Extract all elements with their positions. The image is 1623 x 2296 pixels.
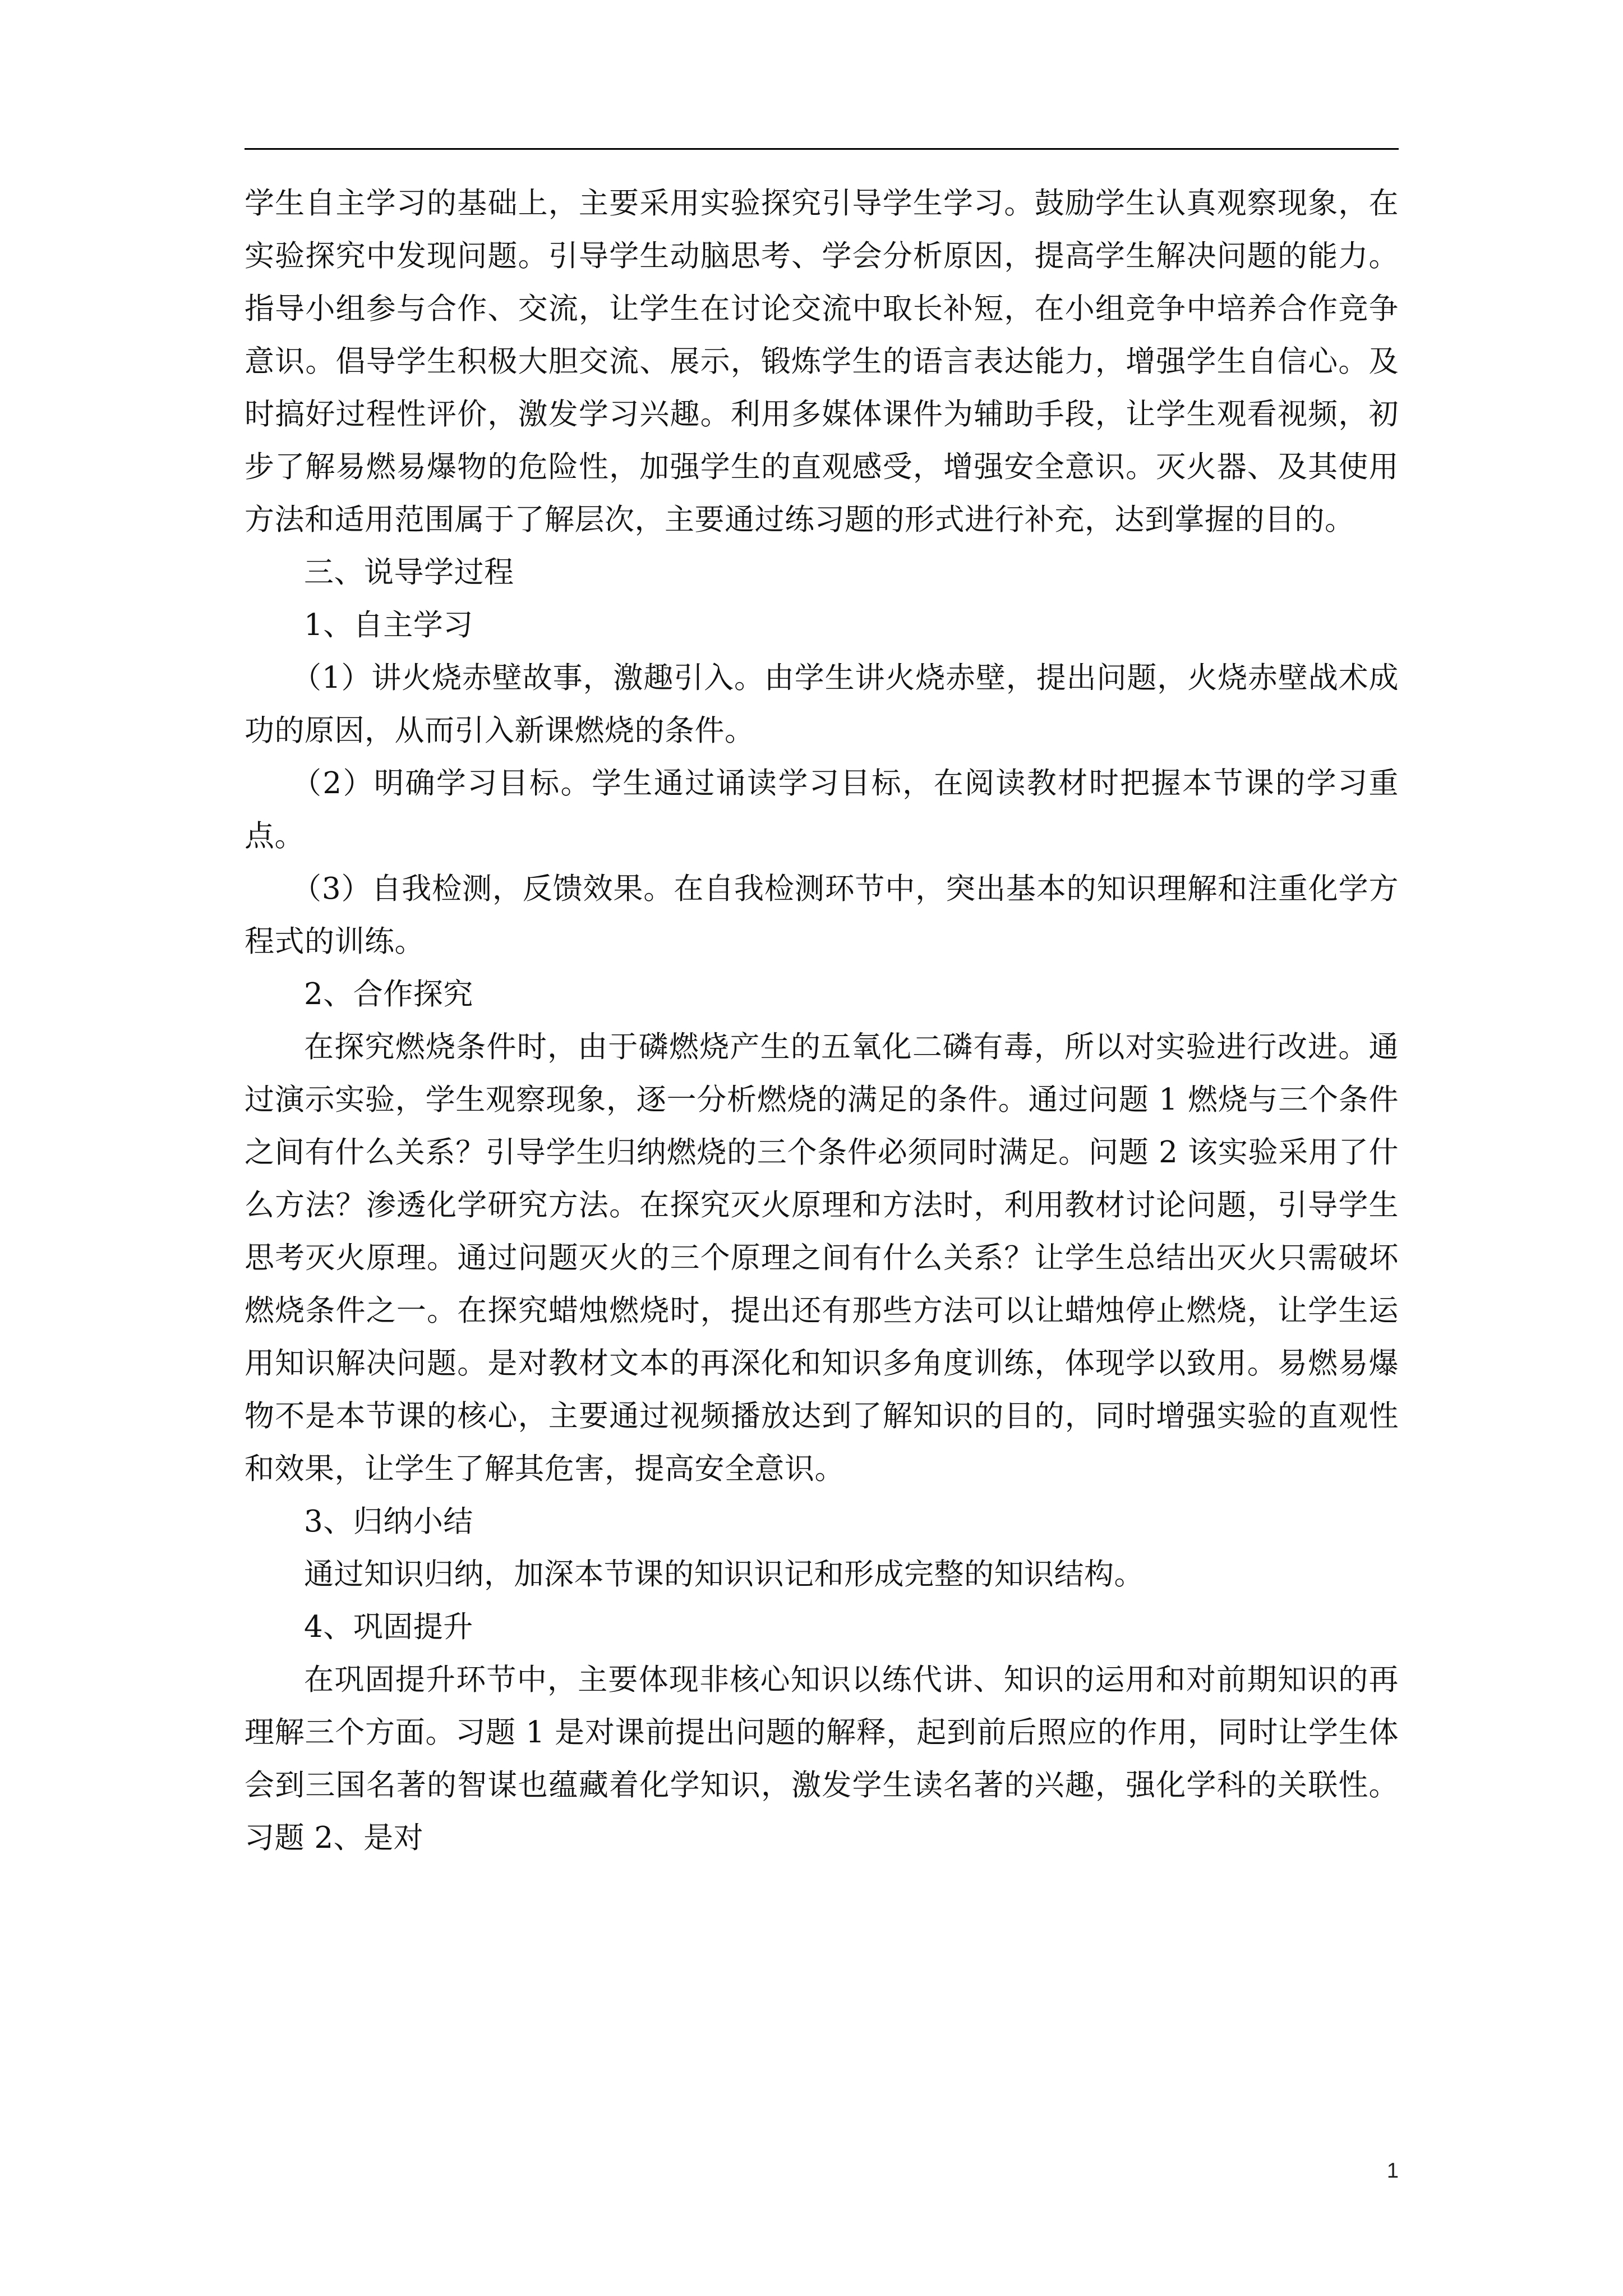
subsection-heading: 2、合作探究 bbox=[304, 977, 473, 1011]
paragraph: 在巩固提升环节中，主要体现非核心知识以练代讲、知识的运用和对前期知识的再理解三个方面。习题 1 是对课前提出问题的解释，起到前后照应的作用，同时让学生体会到三国名著的智谋也蕴藏着化学知识，激发学生读名著的兴趣，强化学科的关联性。习题 2、是对 bbox=[245, 1663, 1399, 1855]
page-number: 1 bbox=[1386, 2159, 1399, 2183]
subsection-heading: 3、归纳小结 bbox=[304, 1504, 473, 1539]
paragraph-continuation: 学生自主学习的基础上，主要采用实验探究引导学生学习。鼓励学生认真观察现象，在实验探究中发现问题。引导学生动脑思考、学会分析原因，提高学生解决问题的能力。指导小组参与合作、交流，让学生在讨论交流中取长补短，在小组竞争中培养合作竞争意识。倡导学生积极大胆交流、展示，锻炼学生的语言表达能力，增强学生自信心。及时搞好过程性评价，激发学习兴趣。利用多媒体课件为辅助手段，让学生观看视频，初步了解易燃易爆物的危险性，加强学生的直观感受，增强安全意识。灭火器、及其使用方法和适用范围属于了解层次，主要通过练习题的形式进行补充，达到掌握的目的。 bbox=[245, 186, 1399, 537]
paragraph: 在探究燃烧条件时，由于磷燃烧产生的五氧化二磷有毒，所以对实验进行改进。通过演示实验，学生观察现象，逐一分析燃烧的满足的条件。通过问题 1 燃烧与三个条件之间有什么关系？引导学生归纳燃烧的三个条件必须同时满足。问题 2 该实验采用了什么方法？渗透化学研究方法。在探究灭火原理和方法时，利用教材讨论问题，引导学生思考灭火原理。通过问题灭火的三个原理之间有什么关系？让学生总结出灭火只需破坏燃烧条件之一。在探究蜡烛燃烧时，提出还有那些方法可以让蜡烛停止燃烧，让学生运用知识解决问题。是对教材文本的再深化和知识多角度训练，体现学以致用。易燃易爆物不是本节课的核心，主要通过视频播放达到了解知识的目的，同时增强实验的直观性和效果，让学生了解其危害，提高安全意识。 bbox=[245, 1030, 1399, 1486]
section-heading: 三、说导学过程 bbox=[304, 555, 514, 590]
list-paragraph: （3）自我检测，反馈效果。在自我检测环节中，突出基本的知识理解和注重化学方程式的训练。 bbox=[245, 872, 1399, 959]
paragraph: 通过知识归纳，加深本节课的知识识记和形成完整的知识结构。 bbox=[304, 1557, 1144, 1591]
header-rule bbox=[245, 148, 1399, 150]
list-paragraph: （2）明确学习目标。学生通过诵读学习目标，在阅读教材时把握本节课的学习重点。 bbox=[245, 766, 1399, 853]
body-text bbox=[245, 177, 1399, 1865]
list-paragraph: （1）讲火烧赤壁故事，激趣引入。由学生讲火烧赤壁，提出问题，火烧赤壁战术成功的原因，从而引入新课燃烧的条件。 bbox=[245, 661, 1399, 748]
subsection-heading: 1、自主学习 bbox=[304, 608, 473, 642]
subsection-heading: 4、巩固提升 bbox=[304, 1610, 473, 1644]
